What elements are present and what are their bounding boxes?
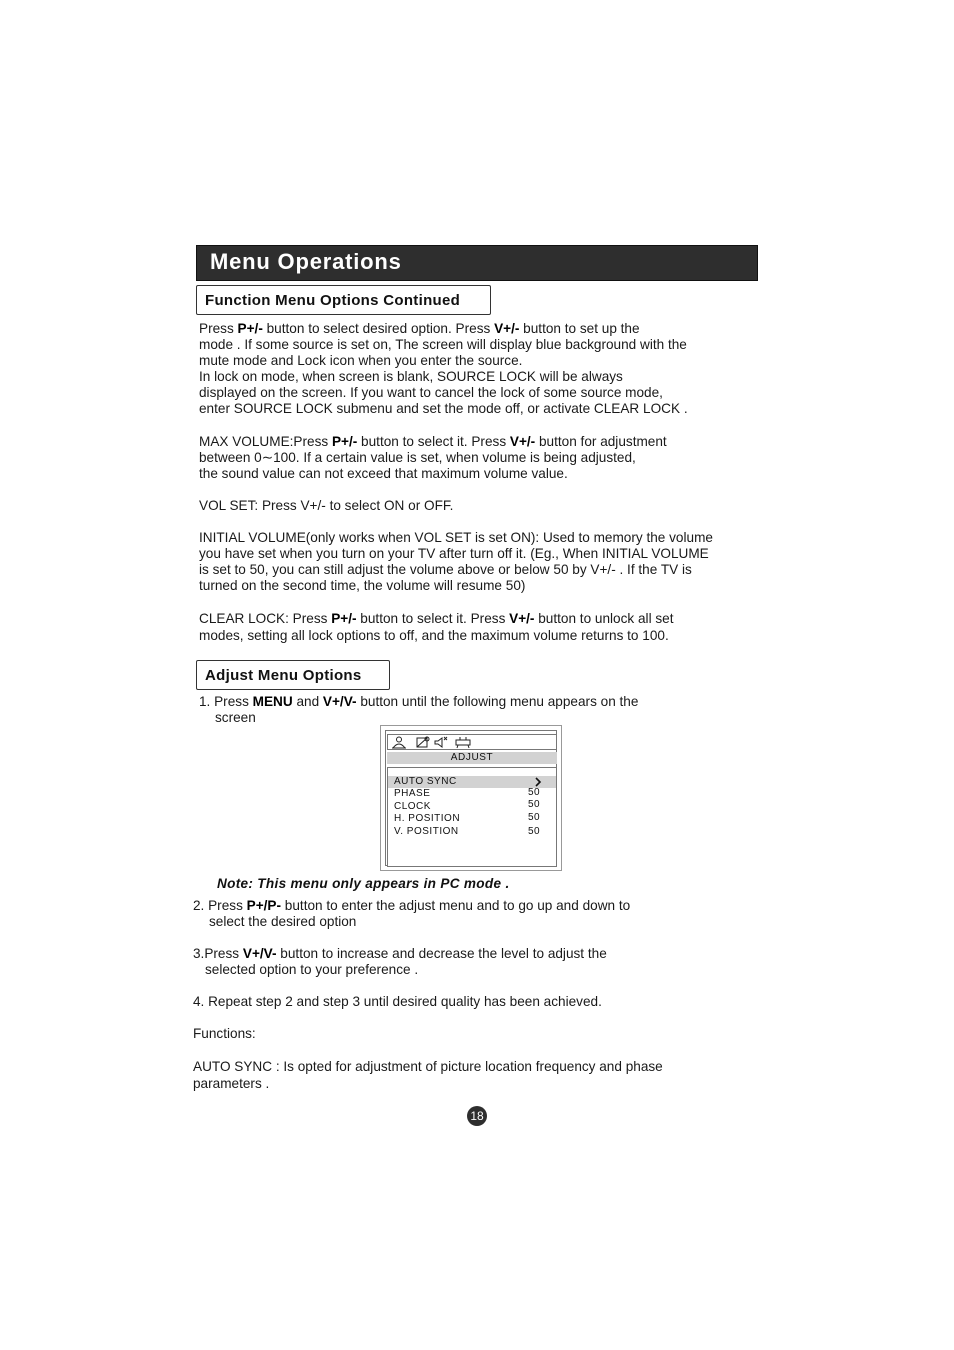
intro-line-5: displayed on the screen. If you want to cancel the lock of some source mode,: [199, 385, 663, 400]
osd-menu-frame: [385, 730, 557, 866]
max-volume-line-2: between 0∼100. If a certain value is set, when volume is being adjusted,: [199, 450, 636, 465]
initial-volume-line-1: INITIAL VOLUME(only works when VOL SET is set ON): Used to memory the volume: [199, 530, 713, 545]
osd-item-value: 50: [528, 787, 541, 798]
step-2-line-2: select the desired option: [209, 914, 357, 929]
step-3-line-2: selected option to your preference .: [205, 962, 419, 977]
clear-lock-paragraph: [199, 610, 674, 644]
max-volume-line-3: the sound value can not exceed that maximum volume value.: [199, 466, 568, 481]
page-title-bar: [196, 245, 758, 281]
initial-volume-line-4: turned on the second time, the volume will resume 50): [199, 578, 526, 593]
max-volume-paragraph: [199, 434, 667, 482]
functions-line: Functions:: [193, 1026, 256, 1041]
osd-icon-bar: [387, 734, 557, 750]
features-icon: [454, 736, 472, 749]
step-4-paragraph: [193, 994, 602, 1010]
osd-adjust-menu-figure: [380, 725, 562, 871]
osd-item-value: 50: [528, 826, 541, 837]
pc-mode-note: Note: This menu only appears in PC mode .: [217, 876, 510, 891]
osd-item-label: CLOCK: [394, 801, 431, 812]
section-heading-function-menu: Function Menu Options Continued: [196, 285, 491, 315]
osd-item-v-position[interactable]: [388, 826, 556, 838]
page-number-badge: 18: [467, 1106, 487, 1126]
step-1-line-1: 1. Press MENU and V+/V- button until the following menu appears on the: [199, 694, 639, 709]
osd-item-h-position[interactable]: [388, 813, 556, 825]
initial-volume-line-3: is set to 50, you can still adjust the volume above or below 50 by V+/- . If the TV is: [199, 562, 692, 577]
intro-line-6: enter SOURCE LOCK submenu and set the mode off, or activate CLEAR LOCK .: [199, 401, 688, 416]
osd-item-label: V. POSITION: [394, 826, 459, 837]
initial-volume-line-2: you have set when you turn on your TV after turn off it. (Eg., When INITIAL VOLUME: [199, 546, 709, 561]
functions-label: [193, 1026, 256, 1042]
osd-item-value: 50: [528, 812, 541, 823]
mute-speaker-icon: [433, 736, 449, 749]
step-1-line-2: screen: [215, 710, 256, 725]
intro-line-3: mute mode and Lock icon when you enter the source.: [199, 353, 523, 368]
step-2-line-1: 2. Press P+/P- button to enter the adjust menu and to go up and down to: [193, 898, 631, 913]
intro-paragraph: [199, 321, 688, 417]
clear-lock-line-2: modes, setting all lock options to off, and the maximum volume returns to 100.: [199, 628, 669, 643]
vol-set-line-1: VOL SET: Press V+/- to select ON or OFF.: [199, 498, 454, 513]
section-heading-adjust-menu: Adjust Menu Options: [196, 660, 390, 690]
intro-line-1: Press P+/- button to select desired option. Press V+/- button to set up the: [199, 321, 640, 336]
step-2-paragraph: [193, 898, 630, 930]
clear-lock-line-1: CLEAR LOCK: Press P+/- button to select it. Press V+/- button to unlock all set: [199, 611, 674, 626]
auto-sync-paragraph: [193, 1058, 663, 1092]
sound-icon: [415, 736, 431, 749]
auto-sync-line-2: parameters .: [193, 1076, 270, 1091]
max-volume-line-1: MAX VOLUME:Press P+/- button to select it. Press V+/- button for adjustment: [199, 434, 667, 449]
chevron-right-icon: [534, 777, 542, 787]
picture-icon: [391, 736, 407, 749]
step-3-paragraph: [193, 946, 607, 978]
osd-item-label: PHASE: [394, 788, 431, 799]
step-1-paragraph: [199, 694, 638, 726]
intro-line-2: mode . If some source is set on, The screen will display blue background with the: [199, 337, 687, 352]
step-4-line-1: 4. Repeat step 2 and step 3 until desired quality has been achieved.: [193, 994, 602, 1009]
osd-item-label: AUTO SYNC: [394, 776, 457, 787]
osd-menu-list: [387, 767, 557, 867]
osd-menu-header: ADJUST: [387, 752, 557, 764]
initial-volume-paragraph: [199, 530, 713, 594]
vol-set-paragraph: [199, 498, 453, 514]
page-title: Menu Operations: [210, 249, 402, 274]
step-3-line-1: 3.Press V+/V- button to increase and decrease the level to adjust the: [193, 946, 607, 961]
intro-line-4: In lock on mode, when screen is blank, SOURCE LOCK will be always: [199, 369, 623, 384]
osd-item-value: 50: [528, 799, 541, 810]
osd-item-label: H. POSITION: [394, 813, 461, 824]
auto-sync-line-1: AUTO SYNC : Is opted for adjustment of picture location frequency and phase: [193, 1059, 663, 1074]
